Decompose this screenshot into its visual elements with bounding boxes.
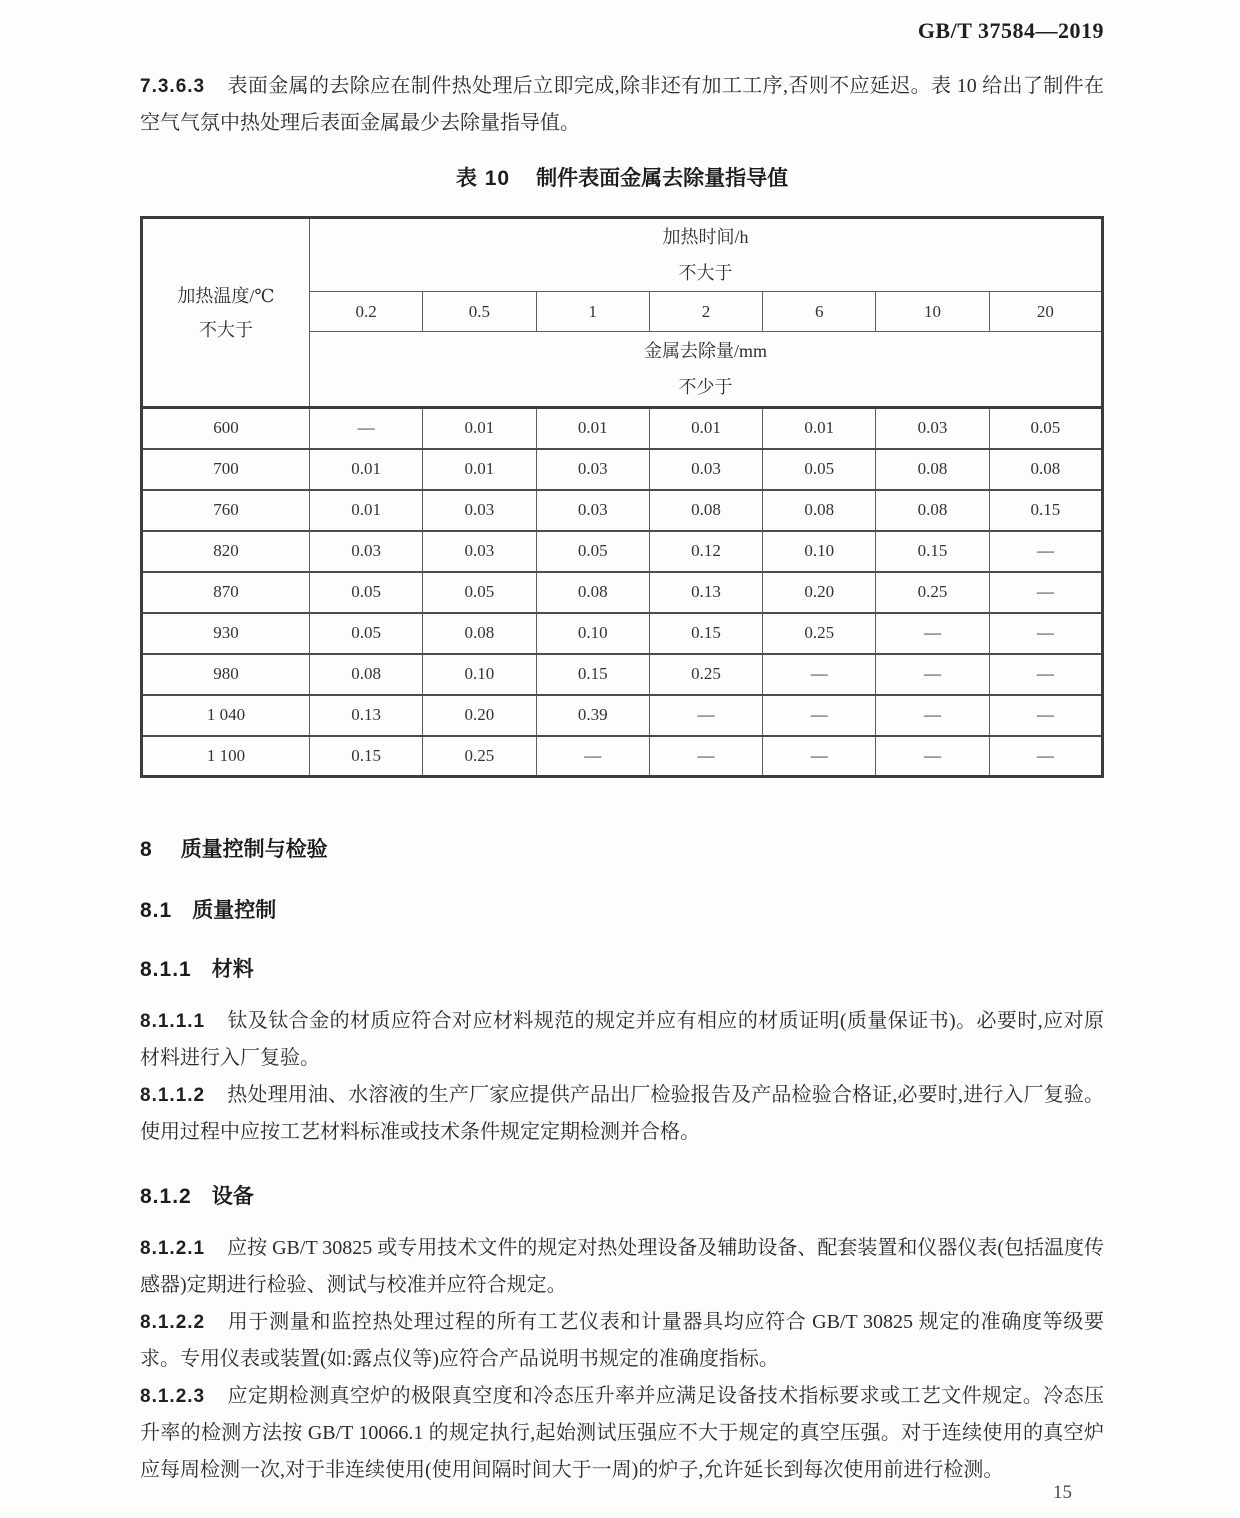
value-cell: 0.10 bbox=[536, 613, 649, 654]
table-caption bbox=[140, 162, 1104, 192]
value-cell: 0.08 bbox=[536, 572, 649, 613]
value-cell: 0.01 bbox=[423, 408, 536, 449]
value-cell: 0.15 bbox=[649, 613, 762, 654]
value-cell: — bbox=[876, 654, 989, 695]
value-cell: 0.13 bbox=[310, 695, 423, 736]
value-cell: 0.39 bbox=[536, 695, 649, 736]
value-cell: — bbox=[876, 613, 989, 654]
value-cell: 0.08 bbox=[423, 613, 536, 654]
value-cell: 0.03 bbox=[310, 531, 423, 572]
table-caption-title: 制件表面金属去除量指导值 bbox=[536, 167, 789, 190]
table-row bbox=[142, 408, 1103, 449]
clause-number: 8.1.2.2 bbox=[140, 1312, 206, 1333]
temp-cell: 760 bbox=[142, 490, 310, 531]
standard-code: GB/T 37584—2019 bbox=[917, 18, 1104, 43]
temp-cell: 870 bbox=[142, 572, 310, 613]
value-cell: 0.05 bbox=[310, 572, 423, 613]
paragraph-text: 应按 GB/T 30825 或专用技术文件的规定对热处理设备及辅助设备、配套装置和仪器仪表(包括温度传感器)定期进行检验、测试与校准并应符合规定。 bbox=[140, 1237, 1104, 1296]
heading-number: 8.1.2 bbox=[140, 1185, 192, 1208]
value-cell: — bbox=[763, 736, 876, 777]
table-row bbox=[142, 695, 1103, 736]
time-value-cell: 0.2 bbox=[310, 292, 423, 332]
time-value-cell: 20 bbox=[989, 292, 1102, 332]
paragraph-8-1-2-2 bbox=[140, 1304, 1104, 1378]
value-cell: 0.15 bbox=[989, 490, 1102, 531]
heading-8-1-1 bbox=[140, 956, 1104, 983]
value-cell: — bbox=[763, 695, 876, 736]
value-cell: 0.01 bbox=[423, 449, 536, 490]
temp-cell: 1 100 bbox=[142, 736, 310, 777]
value-cell: 0.01 bbox=[763, 408, 876, 449]
value-cell: — bbox=[989, 654, 1102, 695]
value-cell: 0.03 bbox=[536, 490, 649, 531]
paragraph-8-1-1-2 bbox=[140, 1077, 1104, 1151]
value-cell: — bbox=[310, 408, 423, 449]
removal-header-line2: 不少于 bbox=[678, 377, 733, 397]
paragraph-7-3-6-3 bbox=[140, 68, 1104, 142]
clause-number: 8.1.2.3 bbox=[140, 1386, 206, 1407]
value-cell: — bbox=[876, 736, 989, 777]
value-cell: 0.15 bbox=[536, 654, 649, 695]
value-cell: 0.05 bbox=[423, 572, 536, 613]
paragraph-8-1-2-1 bbox=[140, 1230, 1104, 1304]
table-row bbox=[142, 613, 1103, 654]
clause-number: 8.1.1.2 bbox=[140, 1085, 206, 1106]
clause-number: 8.1.1.1 bbox=[140, 1011, 206, 1032]
value-cell: 0.08 bbox=[310, 654, 423, 695]
time-value-cell: 1 bbox=[536, 292, 649, 332]
value-cell: 0.01 bbox=[310, 490, 423, 531]
value-cell: — bbox=[989, 531, 1102, 572]
value-cell: 0.08 bbox=[876, 449, 989, 490]
temp-cell: 980 bbox=[142, 654, 310, 695]
clause-number: 7.3.6.3 bbox=[140, 76, 206, 97]
value-cell: 0.10 bbox=[763, 531, 876, 572]
value-cell: — bbox=[989, 613, 1102, 654]
time-header-line1: 加热时间/h bbox=[662, 227, 749, 247]
table-header-row-time bbox=[142, 218, 1103, 292]
heading-number: 8 bbox=[140, 838, 153, 861]
temp-cell: 1 040 bbox=[142, 695, 310, 736]
temp-cell: 600 bbox=[142, 408, 310, 449]
page-number: 15 bbox=[1053, 1482, 1072, 1503]
value-cell: 0.08 bbox=[989, 449, 1102, 490]
time-value-cell: 10 bbox=[876, 292, 989, 332]
heading-8 bbox=[140, 836, 1104, 863]
value-cell: 0.25 bbox=[763, 613, 876, 654]
time-header-cell bbox=[310, 218, 1103, 292]
time-value-cell: 2 bbox=[649, 292, 762, 332]
temp-header-line1: 加热温度/℃ bbox=[177, 285, 275, 306]
temp-cell: 700 bbox=[142, 449, 310, 490]
paragraph-8-1-2-3 bbox=[140, 1378, 1104, 1489]
heading-title: 材料 bbox=[211, 958, 254, 981]
temp-cell: 930 bbox=[142, 613, 310, 654]
time-value-cell: 0.5 bbox=[423, 292, 536, 332]
value-cell: 0.12 bbox=[649, 531, 762, 572]
page-content bbox=[140, 0, 1104, 1489]
paragraph-text: 表面金属的去除应在制件热处理后立即完成,除非还有加工工序,否则不应延迟。表 10 给出了制件在空气气氛中热处理后表面金属最少去除量指导值。 bbox=[140, 75, 1104, 134]
time-header-line2: 不大于 bbox=[678, 263, 733, 283]
value-cell: 0.01 bbox=[310, 449, 423, 490]
heading-title: 设备 bbox=[211, 1185, 254, 1208]
table-caption-label: 表 10 bbox=[455, 167, 511, 190]
table-row bbox=[142, 449, 1103, 490]
paragraph-text: 钛及钛合金的材质应符合对应材料规范的规定并应有相应的材质证明(质量保证书)。必要时,应对原材料进行入厂复验。 bbox=[140, 1010, 1104, 1069]
value-cell: — bbox=[876, 695, 989, 736]
heading-number: 8.1 bbox=[140, 899, 173, 922]
temp-header-line2: 不大于 bbox=[199, 319, 253, 340]
value-cell: 0.15 bbox=[876, 531, 989, 572]
value-cell: 0.03 bbox=[649, 449, 762, 490]
table-row bbox=[142, 490, 1103, 531]
value-cell: — bbox=[763, 654, 876, 695]
value-cell: — bbox=[649, 695, 762, 736]
time-value-cell: 6 bbox=[763, 292, 876, 332]
value-cell: — bbox=[989, 736, 1102, 777]
heading-title: 质量控制与检验 bbox=[180, 838, 328, 861]
value-cell: 0.20 bbox=[763, 572, 876, 613]
value-cell: 0.25 bbox=[423, 736, 536, 777]
value-cell: 0.20 bbox=[423, 695, 536, 736]
value-cell: — bbox=[989, 572, 1102, 613]
value-cell: 0.25 bbox=[876, 572, 989, 613]
temp-cell: 820 bbox=[142, 531, 310, 572]
paragraph-8-1-1-1 bbox=[140, 1003, 1104, 1077]
value-cell: 0.08 bbox=[649, 490, 762, 531]
table-row bbox=[142, 654, 1103, 695]
value-cell: 0.03 bbox=[423, 531, 536, 572]
value-cell: 0.01 bbox=[649, 408, 762, 449]
paragraph-text: 应定期检测真空炉的极限真空度和冷态压升率并应满足设备技术指标要求或工艺文件规定。冷态压升率的检测方法按 GB/T 10066.1 的规定执行,起始测试压强应不大于规定的真空压强。对于连续使用的真空炉应每周检测一次,对于非连续使用(使用间隔时间大于一周)的炉子,允许延长到每次使用前进行检测。 bbox=[140, 1385, 1104, 1481]
table-row bbox=[142, 531, 1103, 572]
value-cell: 0.05 bbox=[310, 613, 423, 654]
value-cell: 0.15 bbox=[310, 736, 423, 777]
page-header bbox=[140, 0, 1104, 44]
value-cell: 0.01 bbox=[536, 408, 649, 449]
value-cell: 0.03 bbox=[536, 449, 649, 490]
value-cell: 0.05 bbox=[989, 408, 1102, 449]
removal-header-cell bbox=[310, 332, 1103, 408]
value-cell: 0.03 bbox=[423, 490, 536, 531]
heading-title: 质量控制 bbox=[192, 899, 277, 922]
temp-header-cell bbox=[142, 218, 310, 408]
heading-8-1 bbox=[140, 897, 1104, 924]
table-10 bbox=[140, 216, 1104, 778]
table-row bbox=[142, 736, 1103, 777]
value-cell: 0.08 bbox=[763, 490, 876, 531]
value-cell: 0.25 bbox=[649, 654, 762, 695]
clause-number: 8.1.2.1 bbox=[140, 1238, 206, 1259]
removal-header-line1: 金属去除量/mm bbox=[643, 341, 767, 361]
value-cell: 0.13 bbox=[649, 572, 762, 613]
value-cell: 0.05 bbox=[763, 449, 876, 490]
table-10-body bbox=[142, 218, 1103, 777]
paragraph-text: 用于测量和监控热处理过程的所有工艺仪表和计量器具均应符合 GB/T 30825 规定的准确度等级要求。专用仪表或装置(如:露点仪等)应符合产品说明书规定的准确度指标。 bbox=[140, 1311, 1104, 1370]
table-row bbox=[142, 572, 1103, 613]
value-cell: 0.05 bbox=[536, 531, 649, 572]
heading-8-1-2 bbox=[140, 1183, 1104, 1210]
value-cell: — bbox=[989, 695, 1102, 736]
value-cell: 0.10 bbox=[423, 654, 536, 695]
value-cell: 0.03 bbox=[876, 408, 989, 449]
value-cell: 0.08 bbox=[876, 490, 989, 531]
heading-number: 8.1.1 bbox=[140, 958, 192, 981]
paragraph-text: 热处理用油、水溶液的生产厂家应提供产品出厂检验报告及产品检验合格证,必要时,进行入厂复验。使用过程中应按工艺材料标准或技术条件规定定期检测并合格。 bbox=[140, 1084, 1104, 1143]
value-cell: — bbox=[536, 736, 649, 777]
value-cell: — bbox=[649, 736, 762, 777]
